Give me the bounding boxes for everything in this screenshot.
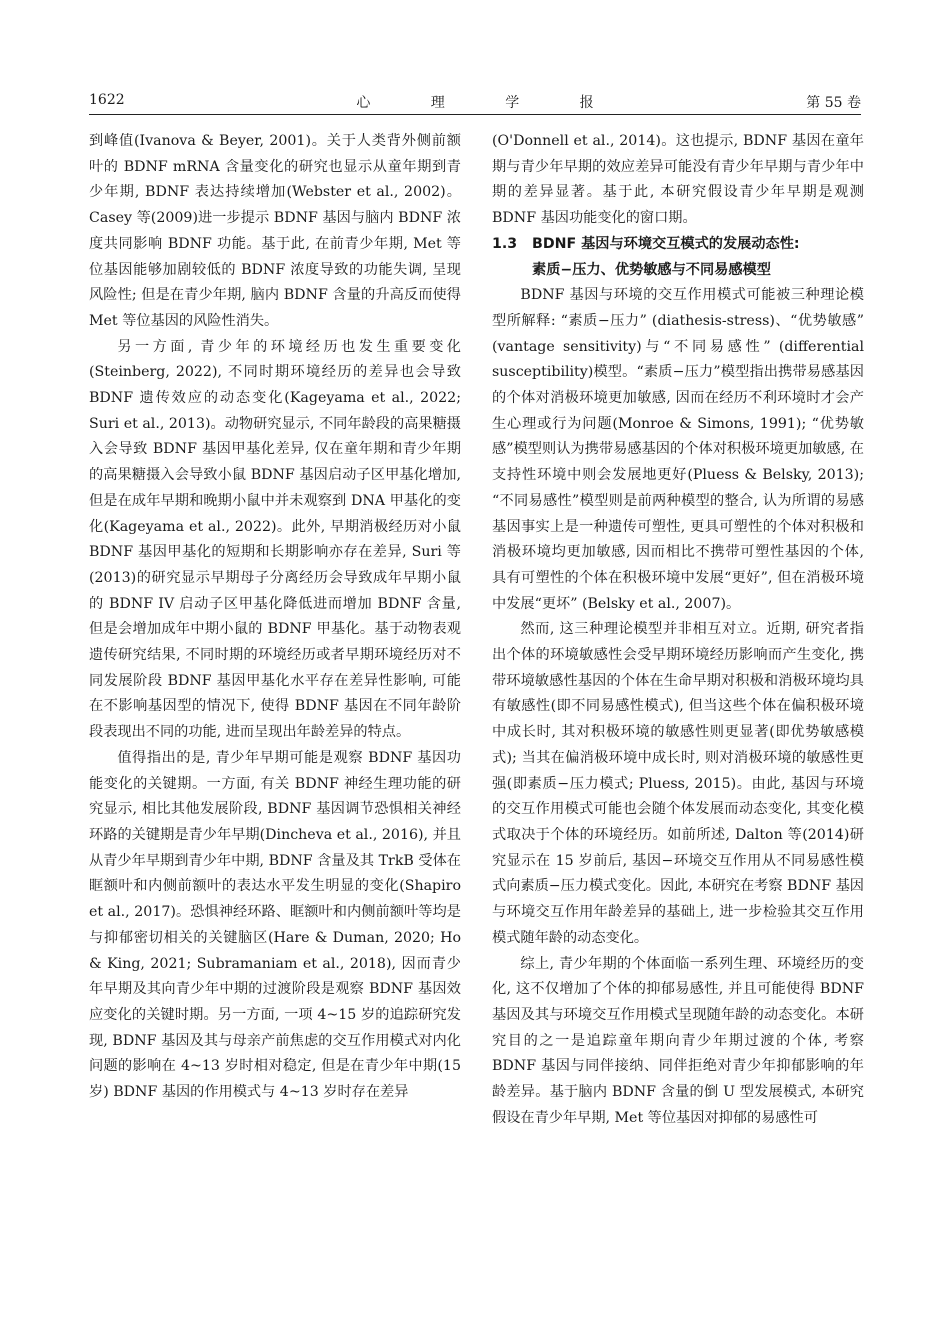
section-title: BDNF 基因与环境交互模式的发展动态性: (532, 235, 800, 252)
body-paragraph: 到峰值(Ivanova & Beyer, 2001)。关于人类背外侧前额叶的 BDNF mRNA 含量变化的研究也显示从童年期到青少年期, BDNF 表达持续增加(Webster et al., 2002)。Casey 等(2009)进一步提示 BDNF 基因与脑内 BDNF 浓度共同影响 BDNF 功能。基于此, 在前青少年期, Met 等位基因能够加剧较低的 BDNF 浓度导致的功能失调, 呈现风险性; 但是在青少年期, 脑内 BDNF 含量的升高反而使得 Met 等位基因的风险性消失。 (89, 133, 461, 329)
left-column (89, 129, 461, 1106)
right-column (492, 129, 864, 1131)
header-rule (89, 114, 861, 115)
body-paragraph: 另一方面, 青少年的环境经历也发生重要变化(Steinberg, 2022), 不同时期环境经历的差异也会导致 BDNF 遗传效应的动态变化(Kageyama et al., 2022; Suri et al., 2013)。动物研究显示, 不同年龄段的高果糖摄入会导致 BDNF 基因甲基化差异, 仅在童年期和青少年期的高果糖摄入会导致小鼠 BDNF 基因启动子区甲基化增加, 但是在成年早期和晚期小鼠中并未观察到 DNA 甲基化的变化(Kageyama et al., 2022)。此外, 早期消极经历对小鼠 BDNF 基因甲基化的短期和长期影响亦存在差异, Suri 等(2013)的研究显示早期母子分离经历会导致成年早期小鼠的 BDNF IV 启动子区甲基化降低进而增加 BDNF 含量, 但是会增加成年中期小鼠的 BDNF 甲基化。基于动物表观遗传研究结果, 不同时期的环境经历或者早期环境经历对不同发展阶段 BDNF 基因甲基化水平存在差异性影响, 可能在不影响基因型的情况下, 使得 BDNF 基因在不同年龄阶段表现出不同的功能, 进而呈现出年龄差异的特点。 (89, 338, 461, 741)
body-paragraph: BDNF 基因与环境的交互作用模式可能被三种理论模型所解释: “素质−压力” (diathesis-stress)、“优势敏感” (vantage sensitivity)与“不同易感性” (differential susceptibility)模型。“素质−压力”模型指出携带易感基因的个体对消极环境更加敏感, 因而在经历不利环境时才会产生心理或行为问题(Monroe & Simons, 1991); “优势敏感”模型则认为携带易感基因的个体对积极环境更加敏感, 在支持性环境中则会发展地更好(Pluess & Belsky, 2013); “不同易感性”模型则是前两种模型的整合, 认为所谓的易感基因事实上是一种遗传可塑性, 更具可塑性的个体对积极和消极环境均更加敏感, 因而相比不携带可塑性基因的个体, 具有可塑性的个体在积极环境中发展“更好”, 但在消极环境中发展“更坏” (Belsky et al., 2007)。 (492, 287, 864, 612)
section-number: 1.3 (492, 235, 518, 252)
body-paragraph: 值得指出的是, 青少年早期可能是观察 BDNF 基因功能变化的关键期。一方面, 有关 BDNF 神经生理功能的研究显示, 相比其他发展阶段, BDNF 基因调节恐惧相关神经环路的关键期是青少年早期(Dincheva et al., 2016), 并且从青少年早期到青少年中期, BDNF 含量及其 TrkB 受体在眶额叶和内侧前额叶的表达水平发生明显的变化(Shapiro et al., 2017)。恐惧神经环路、眶额叶和内侧前额叶等均是与抑郁密切相关的关键脑区(Hare & Duman, 2020; Ho & King, 2021; Subramaniam et al., 2018), 因而青少年早期及其向青少年中期的过渡阶段是观察 BDNF 基因效应变化的关键时期。另一方面, 一项 4~15 岁的追踪研究发现, BDNF 基因及其与母亲产前焦虑的交互作用模式对内化问题的影响在 4~13 岁时相对稳定, 但是在青少年中期(15 岁) BDNF 基因的作用模式与 4~13 岁时存在差异 (89, 749, 461, 1101)
body-paragraph: 然而, 这三种理论模型并非相互对立。近期, 研究者指出个体的环境敏感性会受早期环境经历影响而产生变化, 携带环境敏感性基因的个体在生命早期对积极和消极环境均具有敏感性(即不同易感性模式), 但当这些个体在偏积极环境中成长时, 其对积极环境的敏感性则更显著(即优势敏感模式); 当其在偏消极环境中成长时, 则对消极环境的敏感性更强(即素质−压力模式; Pluess, 2015)。由此, 基因与环境的交互作用模式可能也会随个体发展而动态变化, 其变化模式取决于个体的环境经历。如前所述, Dalton 等(2014)研究显示在 15 岁前后, 基因−环境交互作用从不同易感性模式向素质−压力模式变化。因此, 本研究在考察 BDNF 基因与环境交互作用年龄差异的基础上, 进一步检验其交互作用模式随年龄的动态变化。 (492, 621, 864, 946)
section-subtitle: 素质−压力、优势敏感与不同易感模型 (532, 261, 771, 278)
running-header (89, 92, 861, 114)
journal-title: 心 理 学 报 (356, 95, 622, 111)
page-number: 1622 (89, 92, 125, 108)
volume-label: 第 55 卷 (806, 95, 861, 111)
body-paragraph: (O'Donnell et al., 2014)。这也提示, BDNF 基因在童年期与青少年早期的效应差异可能没有青少年早期与青少年中期的差异显著。基于此, 本研究假设青少年早期是观测 BDNF 基因功能变化的窗口期。 (492, 133, 864, 227)
body-paragraph: 综上, 青少年期的个体面临一系列生理、环境经历的变化, 这不仅增加了个体的抑郁易感性, 并且可能使得 BDNF 基因及其与环境交互作用模式呈现随年龄的动态变化。本研究目的之一是追踪童年期向青少年期过渡的个体, 考察 BDNF 基因与同伴接纳、同伴拒绝对青少年抑郁影响的年龄差异。基于脑内 BDNF 含量的倒 U 型发展模式, 本研究假设在青少年早期, Met 等位基因对抑郁的易感性可 (492, 955, 864, 1126)
section-heading (492, 232, 864, 283)
